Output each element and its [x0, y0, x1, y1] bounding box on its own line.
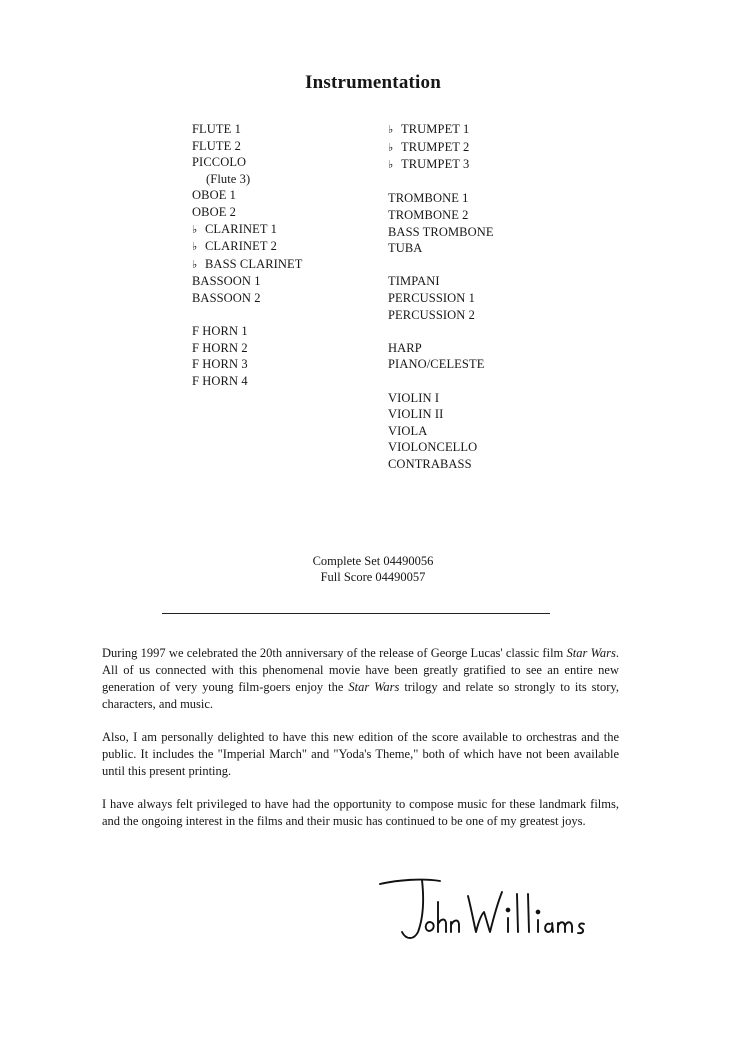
instrument-item [192, 256, 372, 274]
instrument-label: CLARINET 2 [205, 239, 277, 254]
instrument-item [388, 423, 588, 440]
instrument-label: PERCUSSION 1 [388, 290, 475, 305]
film-title: Star Wars [566, 646, 616, 660]
instrument-label: HARP [388, 340, 422, 355]
instrument-item [388, 139, 588, 157]
instrument-item [388, 190, 588, 207]
instrument-label: OBOE 1 [192, 188, 237, 203]
instrument-item [192, 221, 372, 239]
instrument-label: BASS CLARINET [205, 256, 303, 271]
instrument-label: TRUMPET 1 [401, 122, 470, 136]
letter-text [102, 645, 619, 846]
instrument-label: F HORN 2 [192, 340, 248, 355]
instrument-label: CONTRABASS [388, 456, 472, 471]
instrument-label: VIOLIN I [388, 390, 440, 405]
instrument-item [388, 356, 588, 373]
group-spacer [388, 323, 588, 340]
complete-set-number: Complete Set 04490056 [312, 554, 434, 568]
full-score-number: Full Score 04490057 [320, 570, 426, 584]
text-run: . All of us connected with this phenomenal movie have been greatly gratified to see an entire new generation of very young film-goers enjoy the [102, 646, 619, 694]
instrument-item [192, 138, 372, 155]
instrument-label: FLUTE 1 [192, 122, 241, 136]
instrument-label: TROMBONE 2 [388, 207, 469, 222]
group-spacer [192, 307, 372, 324]
text-run: trilogy and relate so strongly to its story, characters, and music. [102, 680, 619, 711]
instrument-label: VIOLIN II [388, 407, 444, 422]
instrument-item [192, 154, 372, 171]
instrument-label: VIOLA [388, 423, 428, 438]
film-title: Star Wars [348, 680, 400, 694]
instrument-label: F HORN 1 [192, 324, 248, 339]
flat-icon: ♭ [192, 241, 198, 254]
letter-paragraph-2: Also, I am personally delighted to have this new edition of the score available to orchestras and the public. It includes the "Imperial March" and "Yoda's Theme," both of which have not been available until this present printing. [102, 730, 619, 778]
instrument-item [192, 340, 372, 357]
instrumentation-title: Instrumentation [304, 72, 441, 93]
instrument-label: VIOLONCELLO [388, 440, 478, 455]
catalog-numbers [0, 553, 746, 585]
instrument-item [388, 406, 588, 423]
instrument-item [192, 187, 372, 204]
instrument-item [388, 224, 588, 241]
flat-icon: ♭ [192, 258, 198, 271]
instrument-label: TIMPANI [388, 274, 440, 289]
instrument-item [192, 323, 372, 340]
instrument-label: F HORN 3 [192, 357, 248, 372]
instrument-item [388, 439, 588, 456]
instrument-label: FLUTE 2 [192, 138, 241, 153]
signature [378, 872, 598, 944]
instrument-label: TRUMPET 3 [401, 157, 470, 172]
group-spacer [388, 174, 588, 191]
instrument-item [192, 204, 372, 221]
instrument-label: BASSOON 1 [192, 274, 261, 289]
instrument-item [192, 121, 372, 138]
instrument-item [192, 238, 372, 256]
letter-paragraph-1 [102, 645, 619, 713]
instrument-label: TUBA [388, 241, 423, 256]
instrument-label: F HORN 4 [192, 373, 248, 388]
instrument-item [388, 390, 588, 407]
instrument-list-right [388, 121, 588, 472]
instrument-item [192, 373, 372, 390]
instrument-label: PICCOLO [192, 155, 247, 170]
instrument-list-left [192, 121, 372, 390]
instrument-item [192, 171, 372, 188]
instrument-label: (Flute 3) [206, 171, 251, 186]
instrument-label: TRUMPET 2 [401, 139, 470, 154]
instrument-label: PIANO/CELESTE [388, 357, 485, 372]
instrument-item [388, 240, 588, 257]
instrument-label: BASSOON 2 [192, 290, 261, 305]
instrument-label: BASS TROMBONE [388, 224, 494, 239]
instrument-item [388, 456, 588, 473]
group-spacer [388, 257, 588, 274]
instrument-label: OBOE 2 [192, 204, 237, 219]
group-spacer [388, 373, 588, 390]
instrument-item [388, 207, 588, 224]
flat-icon: ♭ [388, 124, 394, 136]
text-run: During 1997 we celebrated the 20th anniversary of the release of George Lucas' classic film [102, 646, 567, 660]
instrument-item [192, 290, 372, 307]
instrument-item [388, 156, 588, 174]
instrument-label: TROMBONE 1 [388, 191, 469, 206]
flat-icon: ♭ [388, 159, 394, 172]
instrument-item [388, 340, 588, 357]
instrument-item [388, 121, 588, 139]
instrument-item [192, 273, 372, 290]
instrument-item [388, 273, 588, 290]
instrument-label: PERCUSSION 2 [388, 307, 475, 322]
divider-line [162, 613, 550, 614]
letter-paragraph-3: I have always felt privileged to have had the opportunity to compose music for these landmark films, and the ongoing interest in the films and their music has continued to be one of my greatest joys. [102, 797, 619, 828]
signature-john-williams [378, 872, 598, 944]
instrument-item [388, 307, 588, 324]
instrument-item [388, 290, 588, 307]
instrument-item [192, 356, 372, 373]
flat-icon: ♭ [192, 223, 198, 236]
flat-icon: ♭ [388, 141, 394, 154]
instrument-label: CLARINET 1 [205, 221, 277, 236]
